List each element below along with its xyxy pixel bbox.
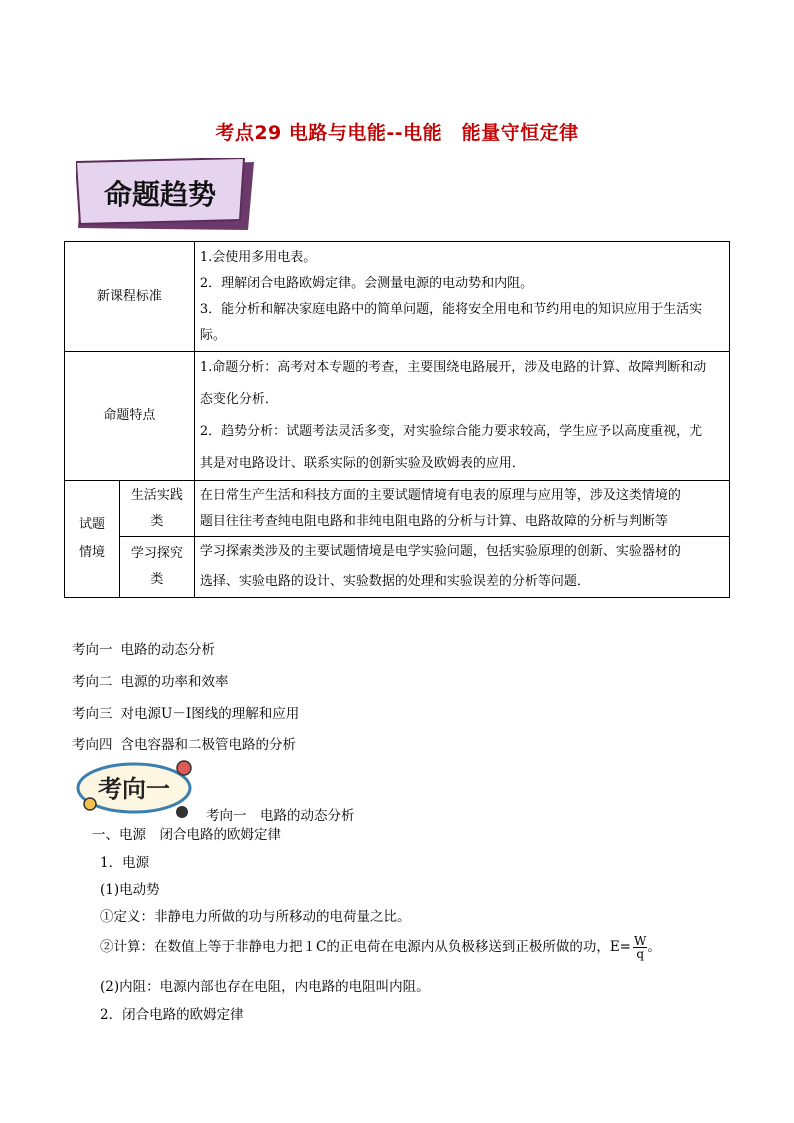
badge-text: 考向一 [98, 774, 170, 803]
section-banner [76, 158, 256, 234]
table-row [65, 481, 730, 537]
direction-item: 考向二 电源的功率和效率 [72, 674, 229, 690]
row-label: 命题特点 [65, 352, 195, 481]
table-row [65, 537, 730, 598]
table-row [65, 352, 730, 481]
curriculum-table [64, 241, 730, 598]
badge-dot-bottom [176, 806, 188, 818]
row-label: 新课程标准 [65, 242, 195, 352]
page-title: 考点29 电路与电能--电能 能量守恒定律 [215, 122, 579, 144]
sub-label: 生活实践 类 [119, 481, 194, 537]
row-content: 在日常生产生活和科技方面的主要试题情境有电表的原理与应用等，涉及这类情境的 题目往往考查纯电阻电路和非纯电阻电路的分析与计算、电路故障的分析与判断等 [194, 481, 729, 537]
table-row [65, 242, 730, 352]
banner-text: 命题趋势 [103, 178, 217, 211]
direction-item: 考向一 电路的动态分析 [72, 642, 215, 658]
item-heading: 1．电源 [100, 855, 150, 871]
subsection-heading: 一、电源 闭合电路的欧姆定律 [92, 827, 281, 843]
fraction: $\frac{W}{q}$ [634, 934, 647, 961]
item-subheading: (1)电动势 [100, 882, 160, 898]
badge-dot-left [84, 798, 96, 810]
row-label: 试题 情境 [65, 481, 120, 598]
definition-text: ①定义：非静电力所做的功与所移动的电荷量之比。 [100, 909, 411, 925]
internal-resistance-text: (2)内阻：电源内部也存在电阻，内电路的电阻叫内阻。 [100, 979, 430, 995]
section-heading: 考向一 电路的动态分析 [206, 808, 355, 824]
direction-badge [72, 758, 202, 820]
calculation-text: ②计算：在数值上等于非静电力把１C的正电荷在电源内从负极移送到正极所做的功，E= $\frac{W}{q}$ 。 [100, 934, 661, 961]
row-content: 学习探索类涉及的主要试题情境是电学实验问题，包括实验原理的创新、实验器材的 选择、实验电路的设计、实验数据的处理和实验误差的分析等问题． [194, 537, 729, 598]
row-content: 1.会使用多用电表。 2．理解闭合电路欧姆定律。会测量电源的电动势和内阻。 3．能分析和解决家庭电路中的简单问题，能将安全用电和节约用电的知识应用于生活实 际。 [194, 242, 729, 352]
sub-label: 学习探究 类 [119, 537, 194, 598]
badge-dot-right [177, 761, 191, 775]
item-heading: 2．闭合电路的欧姆定律 [100, 1007, 244, 1023]
direction-item: 考向四 含电容器和二极管电路的分析 [72, 737, 296, 753]
row-content: 1.命题分析：高考对本专题的考查，主要围绕电路展开，涉及电路的计算、故障判断和动 态变化分析． 2．趋势分析：试题考法灵活多变，对实验综合能力要求较高，学生应予以高度重视，尤 其是对电路设计、联系实际的创新实验及欧姆表的应用． [194, 352, 729, 481]
direction-item: 考向三 对电源U－I图线的理解和应用 [72, 706, 300, 722]
